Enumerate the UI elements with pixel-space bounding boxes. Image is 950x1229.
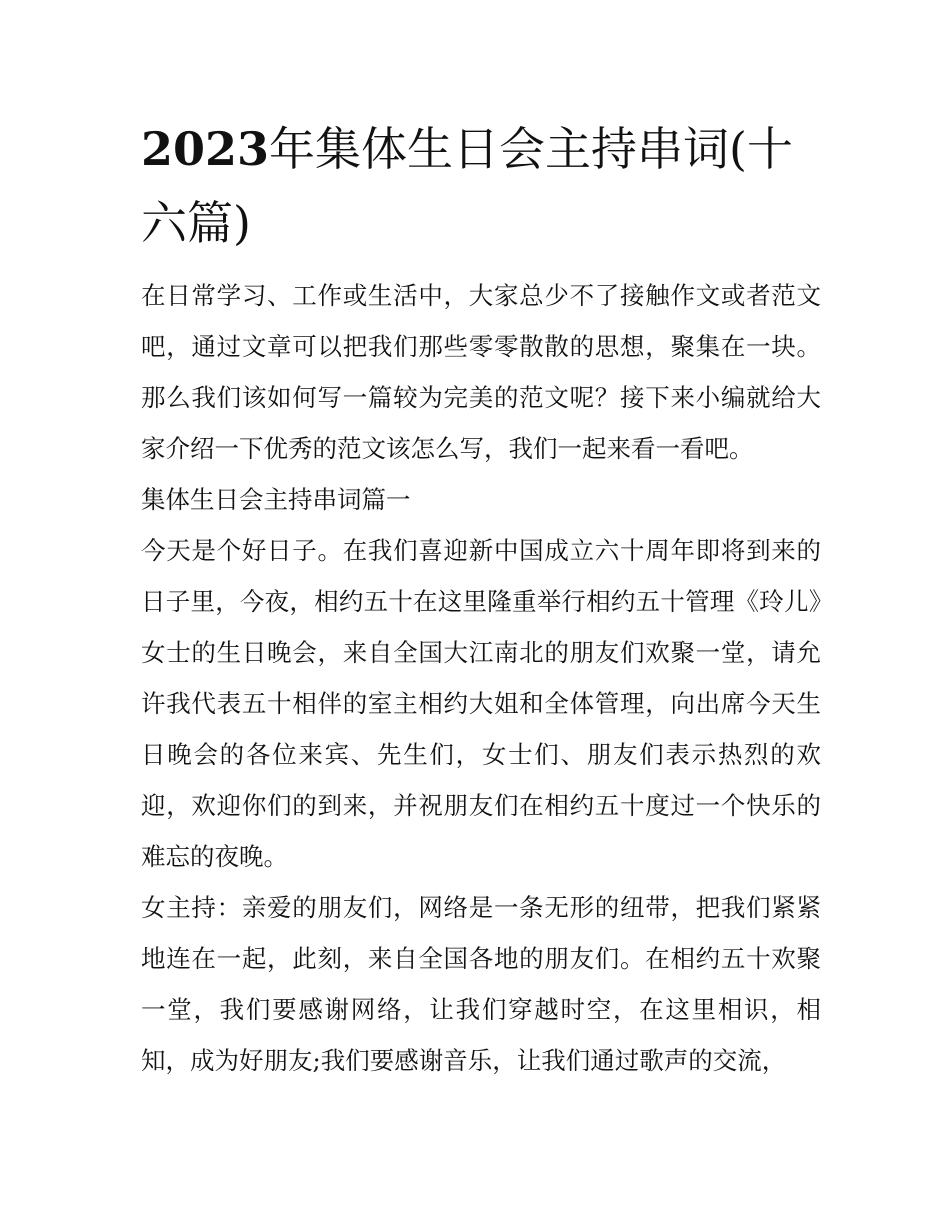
body-paragraph-1: 今天是个好日子。在我们喜迎新中国成立六十周年即将到来的日子里，今夜，相约五十在这里隆重举行相约五十管理《玲儿》女士的生日晚会，来自全国大江南北的朋友们欢聚一堂，请允许我代表五十相伴的室主相约大姐和全体管理，向出席今天生日晚会的各位来宾、先生们，女士们、朋友们表示热烈的欢迎，欢迎你们的到来，并祝朋友们在相约五十度过一个快乐的难忘的夜晚。 (141, 536, 821, 871)
title-text: 年集体生日会主持串词(十六篇) (141, 122, 793, 250)
title-year: 2023 (141, 122, 270, 176)
intro-paragraph: 在日常学习、工作或生活中，大家总少不了接触作文或者范文吧，通过文章可以把我们那些零零散散的思想，聚集在一块。那么我们该如何写一篇较为完美的范文呢？接下来小编就给大家介绍一下优秀的范文该怎么写，我们一起来看一看吧。 (141, 281, 821, 463)
document-page (141, 112, 821, 1086)
document-body (141, 270, 821, 1086)
body-paragraph-2: 女主持：亲爱的朋友们，网络是一条无形的纽带，把我们紧紧地连在一起，此刻，来自全国各地的朋友们。在相约五十欢聚一堂，我们要感谢网络，让我们穿越时空，在这里相识，相知，成为好朋友;我们要感谢音乐，让我们通过歌声的交流， (141, 893, 821, 1075)
section-heading: 集体生日会主持串词篇一 (141, 485, 411, 514)
document-title (141, 112, 821, 260)
